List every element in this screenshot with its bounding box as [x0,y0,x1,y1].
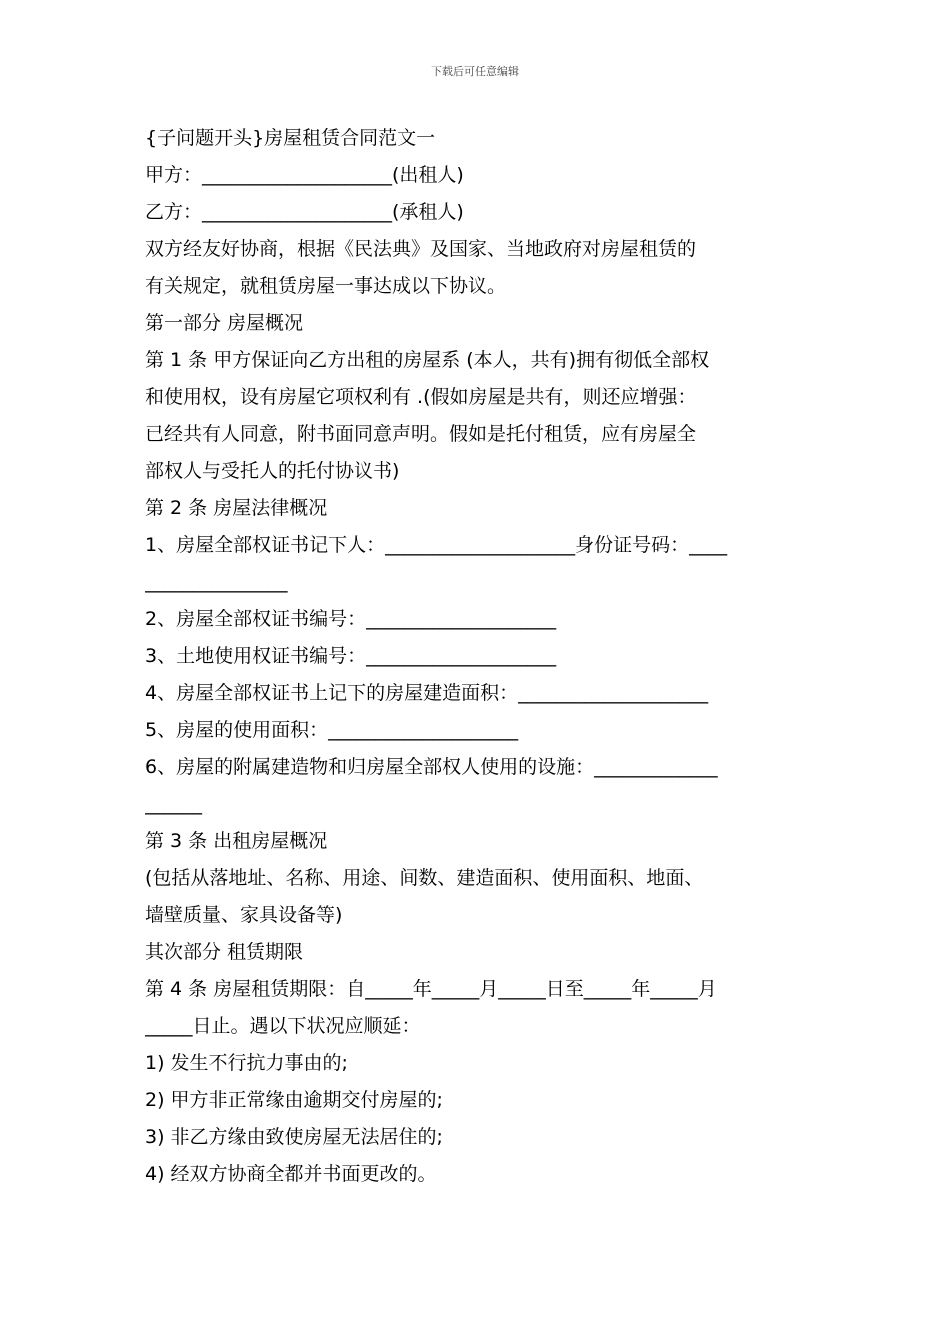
part-one-heading: 第一部分 房屋概况 [145,312,304,334]
part-two-heading: 其次部分 租赁期限 [145,941,304,963]
article-2-heading: 第 2 条 房屋法律概况 [145,497,328,519]
article-2-item-2: 2、房屋全部权证书编号：____________________ [145,608,557,630]
preamble-line-1: 双方经友好协商，根据《民法典》及国家、当地政府对房屋租赁的 [145,238,697,260]
article-4-item-3: 3) 非乙方缘由致使房屋无法居住的; [145,1126,443,1148]
article-3-line-1: (包括从落地址、名称、用途、间数、建造面积、使用面积、地面、 [145,867,704,889]
page-header: 下载后可任意编辑 [431,65,519,78]
article-4-line-2: _____日止。遇以下状况应顺延： [145,1015,421,1037]
article-1-line-1: 第 1 条 甲方保证向乙方出租的房屋系 (本人，共有)拥有彻低全部权 [145,349,710,371]
article-2-item-5: 5、房屋的使用面积：____________________ [145,719,519,741]
document-body [145,120,810,1193]
article-4-line-1: 第 4 条 房屋租赁期限：自_____年_____月_____日至_____年_____月 [145,978,717,1000]
document-title: {子问题开头}房屋租赁合同范文一 [145,127,436,149]
article-4-item-1: 1) 发生不行抗力事由的; [145,1052,348,1074]
article-3-line-2: 墙壁质量、家具设备等) [145,904,343,926]
party-a-line: 甲方：____________________(出租人) [145,164,464,186]
article-2-item-1: 1、房屋全部权证书记下人：____________________身份证号码：____ [145,534,728,556]
article-2-item-1-cont: _______________ [145,571,288,593]
party-b-line: 乙方：____________________(承租人) [145,201,464,223]
article-2-item-6: 6、房屋的附属建造物和归房屋全部权人使用的设施：_____________ [145,756,718,778]
article-4-item-2: 2) 甲方非正常缘由逾期交付房屋的; [145,1089,443,1111]
article-2-item-6-cont: ______ [145,793,202,815]
article-1-line-3: 已经共有人同意，附书面同意声明。假如是托付租赁，应有房屋全 [145,423,697,445]
article-1-line-2: 和使用权，设有房屋它项权利有 .(假如房屋是共有，则还应增强： [145,386,697,408]
article-2-item-3: 3、土地使用权证书编号：____________________ [145,645,557,667]
article-4-item-4: 4) 经双方协商全都并书面更改的。 [145,1163,437,1185]
article-1-line-4: 部权人与受托人的托付协议书) [145,460,400,482]
preamble-line-2: 有关规定，就租赁房屋一事达成以下协议。 [145,275,507,297]
article-2-item-4: 4、房屋全部权证书上记下的房屋建造面积：____________________ [145,682,709,704]
article-3-heading: 第 3 条 出租房屋概况 [145,830,328,852]
